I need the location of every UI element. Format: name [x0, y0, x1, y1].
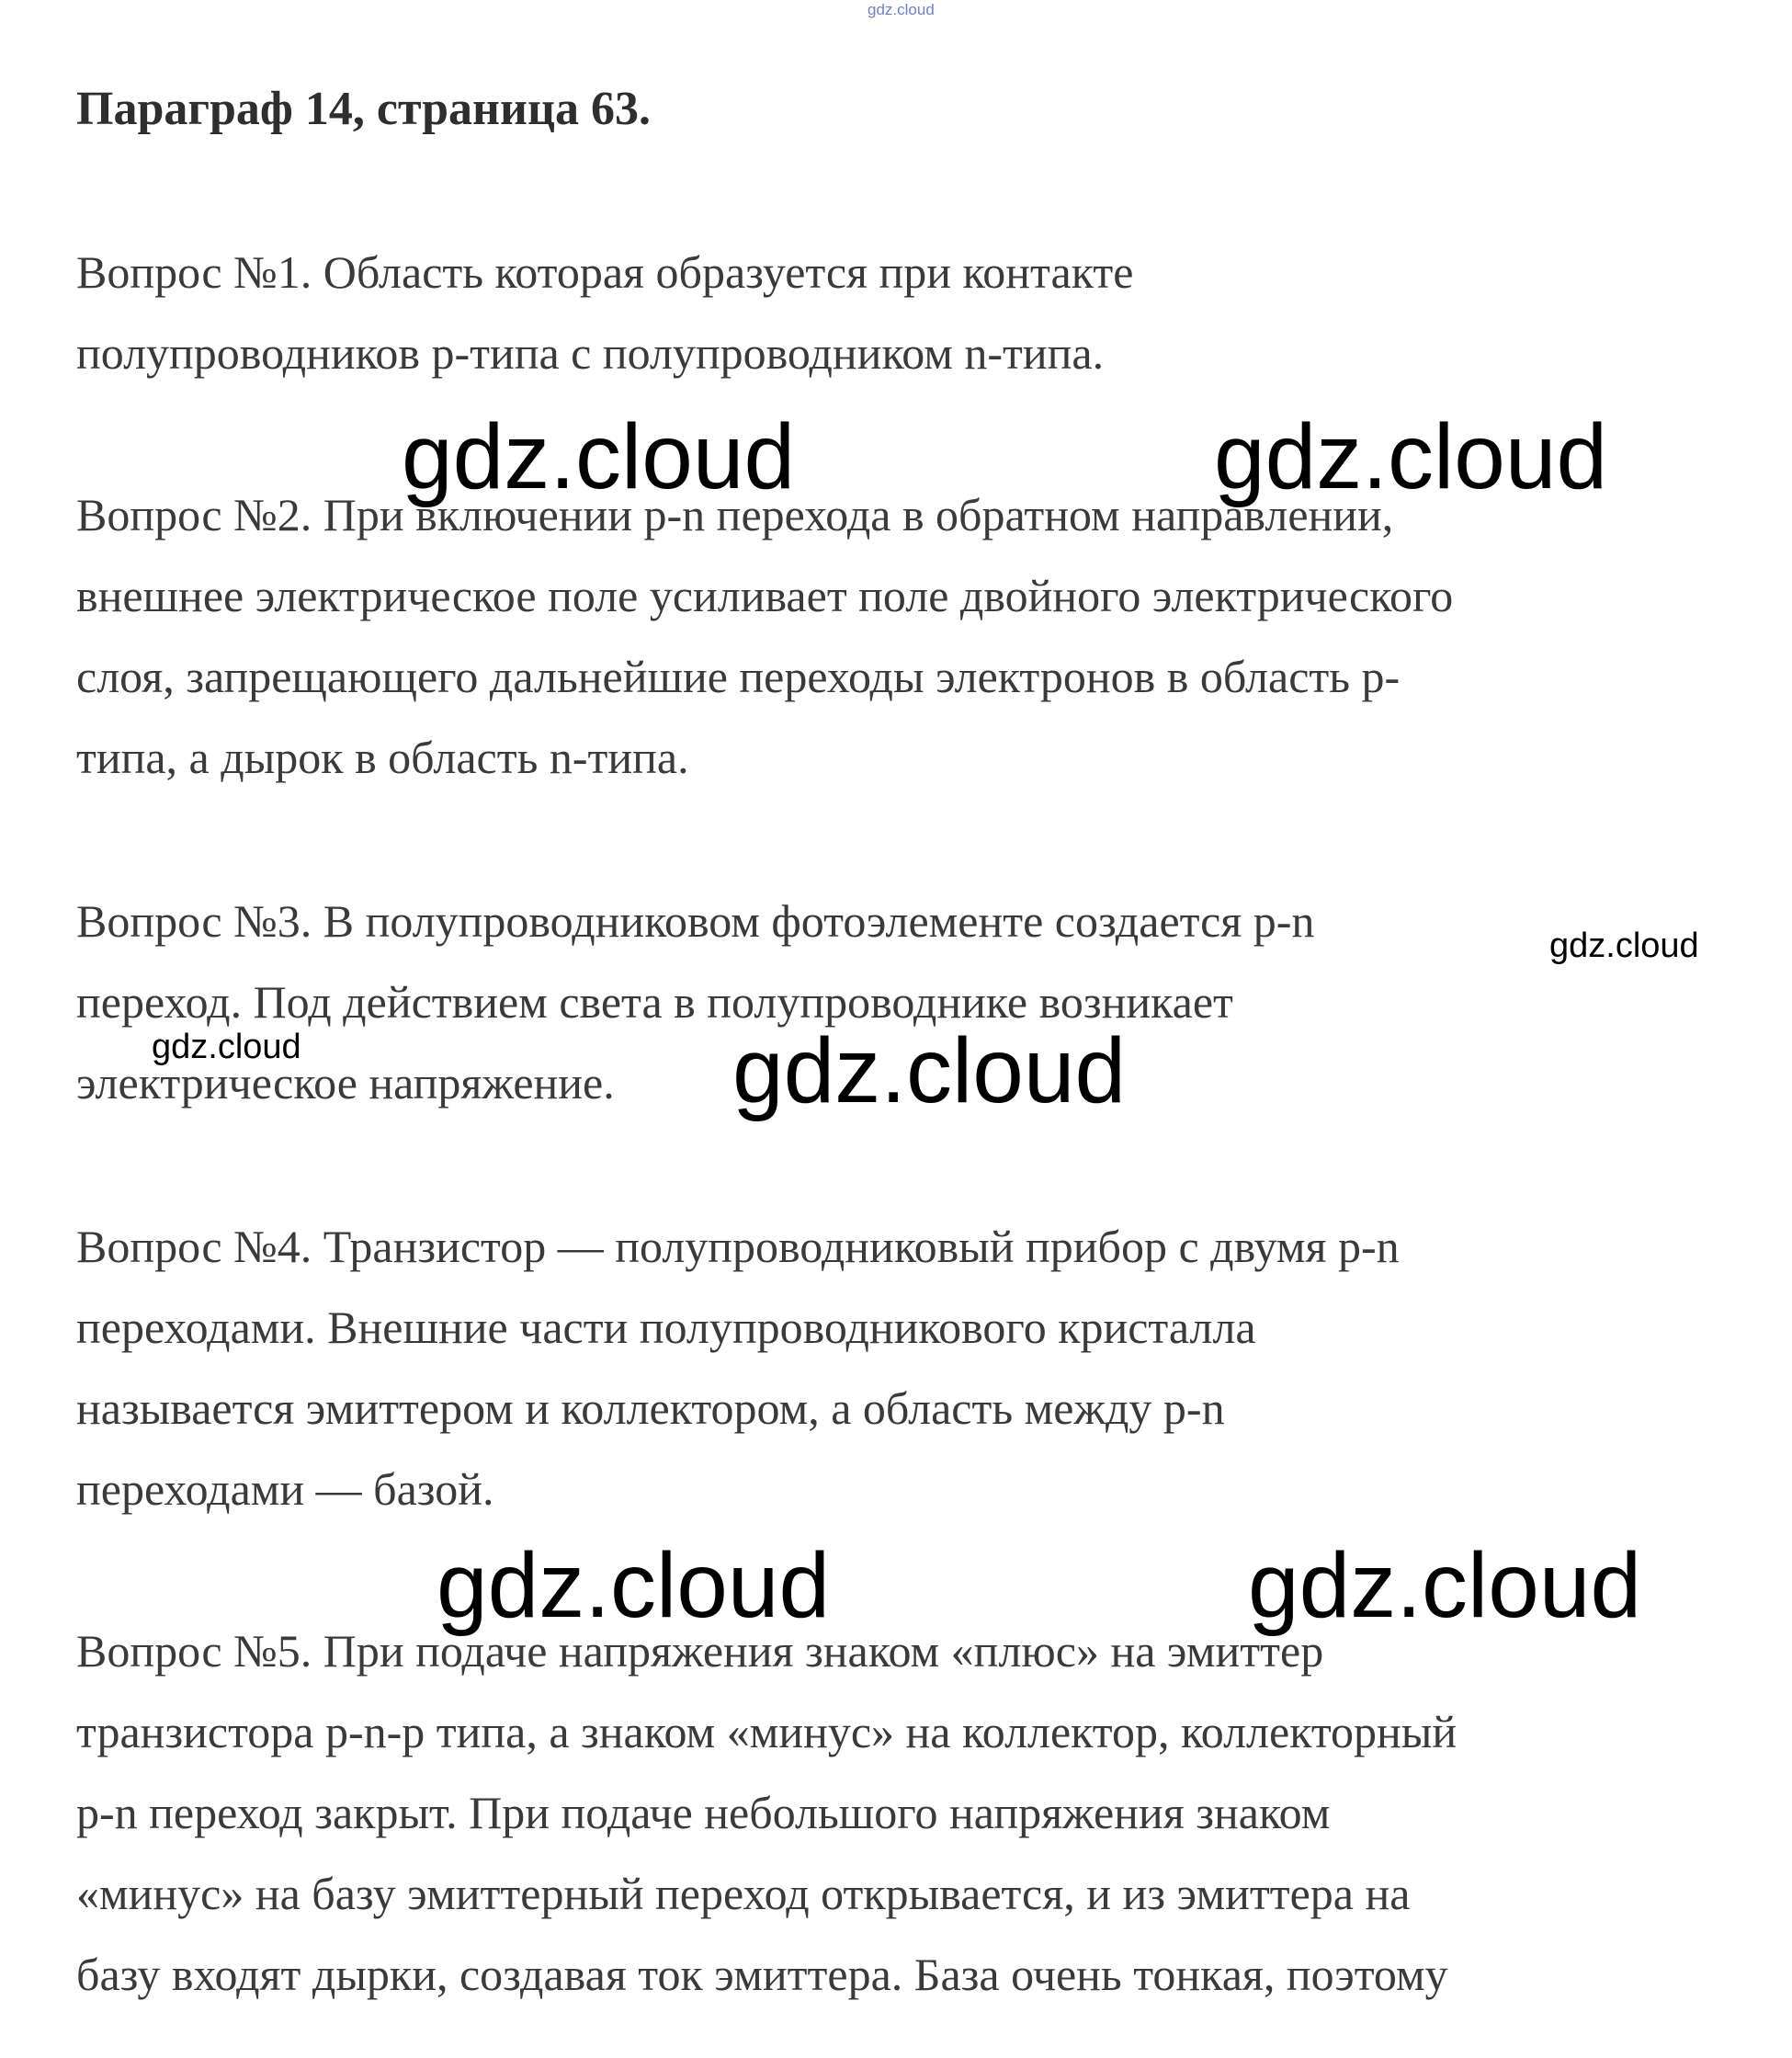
watermark: gdz.cloud: [1549, 927, 1699, 965]
answer-3-line-3: электрическое напряжение.: [76, 1057, 615, 1109]
watermark: gdz.cloud: [437, 1534, 831, 1637]
answer-2-line-4: типа, а дырок в область n-типа.: [76, 732, 689, 783]
answer-3-line-2: переход. Под действием света в полупроводнике возникает: [76, 976, 1233, 1028]
answer-4-line-2: переходами. Внешние части полупроводникового кристалла: [76, 1302, 1256, 1353]
watermark: gdz.cloud: [732, 1019, 1127, 1122]
answer-4-line-3: называется эмиттером и коллектором, а область между p-n: [76, 1382, 1225, 1434]
watermark: gdz.cloud: [402, 405, 796, 508]
page-title: Параграф 14, страница 63.: [76, 83, 651, 135]
watermark: gdz.cloud: [1214, 405, 1608, 508]
answer-2-line-2: внешнее электрическое поле усиливает поле двойного электрического: [76, 570, 1454, 621]
answer-2-line-3: слоя, запрещающего дальнейшие переходы электронов в область p-: [76, 651, 1401, 702]
answer-1: [76, 232, 1133, 393]
answer-5-line-1: Вопрос №5. При подаче напряжения знаком «плюс» на эмиттер: [76, 1625, 1324, 1677]
answer-2-line-1: Вопрос №2. При включении p-n перехода в обратном направлении,: [76, 489, 1394, 540]
watermark: gdz.cloud: [152, 1028, 301, 1066]
answer-4: [76, 1206, 1400, 1529]
answer-5-line-2: транзистора p-n-p типа, а знаком «минус» на коллектор, коллекторный: [76, 1706, 1457, 1757]
answer-3: [76, 881, 1314, 1123]
answer-1-line-2: полупроводников p-типа с полупроводником n-типа.: [76, 327, 1105, 379]
answer-4-line-1: Вопрос №4. Транзистор — полупроводниковый прибор с двумя p-n: [76, 1221, 1400, 1272]
answer-2: [76, 474, 1453, 798]
answer-5: [76, 1610, 1457, 2015]
watermark: gdz.cloud: [1248, 1534, 1642, 1637]
answer-5-line-5: базу входят дырки, создавая ток эмиттера. База очень тонкая, поэтому: [76, 1949, 1448, 2000]
answer-3-line-1: Вопрос №3. В полупроводниковом фотоэлементе создается p-n: [76, 895, 1315, 947]
answer-1-line-1: Вопрос №1. Область которая образуется при контакте: [76, 246, 1134, 298]
answer-4-line-4: переходами — базой.: [76, 1463, 494, 1515]
top-watermark: gdz.cloud: [868, 1, 935, 18]
answer-5-line-3: p-n переход закрыт. При подаче небольшого напряжения знаком: [76, 1787, 1331, 1838]
answer-5-line-4: «минус» на базу эмиттерный переход открывается, и из эмиттера на: [76, 1868, 1411, 1919]
